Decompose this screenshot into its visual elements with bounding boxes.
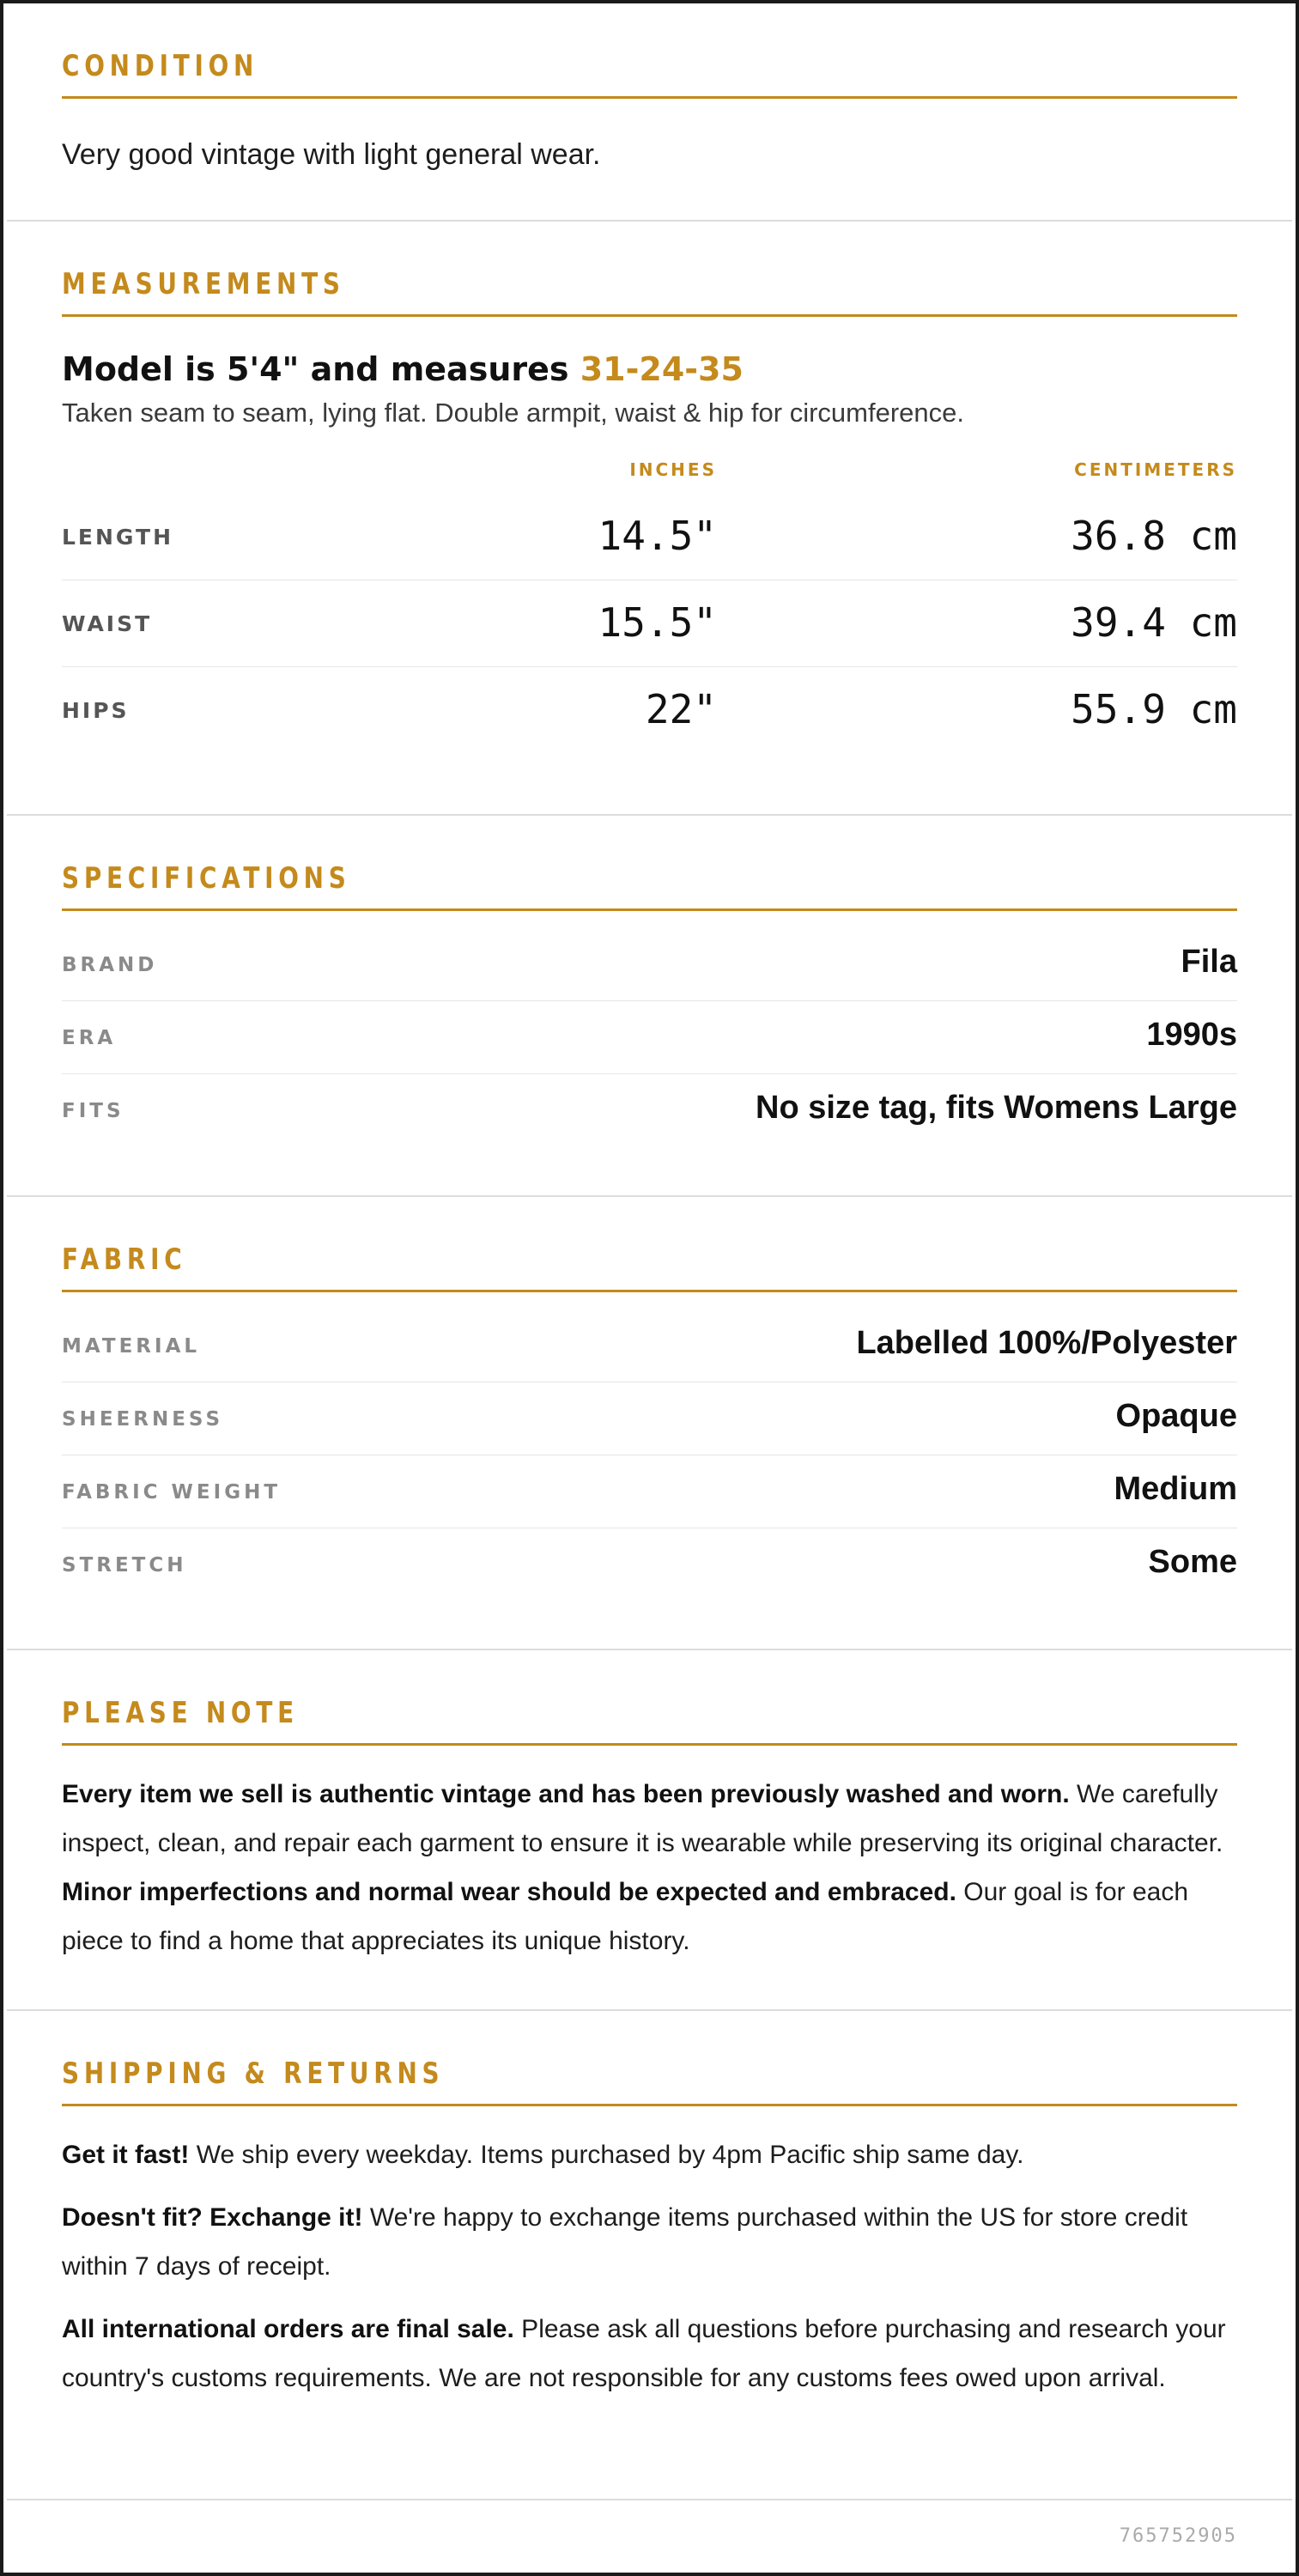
measurement-label: HIPS xyxy=(62,698,130,723)
spec-value: Fila xyxy=(1181,944,1237,980)
shipping-exchange-bold: Doesn't fit? Exchange it! xyxy=(62,2203,363,2232)
measurement-row-waist xyxy=(62,580,1237,667)
shipping-international-text: Please ask all questions before purchasing and research your country's customs requirements. We are not responsible for any customs fees owed upon arrival. xyxy=(62,2315,1226,2392)
shipping-returns-heading: SHIPPING & RETURNS xyxy=(62,2057,445,2091)
shipping-paragraph-speed xyxy=(62,2130,1237,2179)
shipping-international-bold: All international orders are final sale. xyxy=(62,2315,514,2343)
spec-value: No size tag, fits Womens Large xyxy=(756,1090,1237,1126)
measurements-section xyxy=(7,223,1292,816)
fabric-value: Opaque xyxy=(1115,1398,1237,1434)
please-note-text-2: Our goal is for each piece to find a home that appreciates its unique history. xyxy=(62,1878,1189,1955)
fabric-key: SHEERNESS xyxy=(62,1408,224,1431)
spec-row-fits xyxy=(62,1074,1237,1146)
measurement-cm: 55.9 cm xyxy=(1071,686,1237,732)
measurement-label: LENGTH xyxy=(62,525,173,550)
condition-text: Very good vintage with light general wear. xyxy=(62,138,601,171)
condition-section xyxy=(7,49,1292,222)
model-measurements-prefix: Model is 5'4" and measures xyxy=(62,350,580,388)
fabric-key: STRETCH xyxy=(62,1554,187,1577)
please-note-text-1: We carefully inspect, clean, and repair each garment to ensure it is wearable while preserving its original character. xyxy=(62,1780,1223,1857)
please-note-text xyxy=(62,1770,1237,1965)
please-note-heading: PLEASE NOTE xyxy=(62,1696,299,1730)
fabric-section xyxy=(7,1199,1292,1650)
shipping-returns-heading-rule xyxy=(62,2104,1237,2106)
please-note-bold-2: Minor imperfections and normal wear should be expected and embraced. xyxy=(62,1878,956,1906)
spec-row-era xyxy=(62,1001,1237,1074)
measurement-cm: 36.8 cm xyxy=(1071,513,1237,559)
fabric-row-weight xyxy=(62,1455,1237,1528)
condition-heading-rule xyxy=(62,96,1237,99)
measurement-row-length xyxy=(62,494,1237,580)
fabric-key: FABRIC WEIGHT xyxy=(62,1481,282,1504)
fabric-row-material xyxy=(62,1309,1237,1382)
fabric-row-sheerness xyxy=(62,1382,1237,1455)
measurement-cm: 39.4 cm xyxy=(1071,599,1237,646)
fabric-value: Labelled 100%/Polyester xyxy=(856,1325,1237,1361)
measurements-table xyxy=(62,459,1237,753)
measurement-inches: 22" xyxy=(645,686,717,732)
measurements-heading: MEASUREMENTS xyxy=(62,267,345,301)
centimeters-column-header: CENTIMETERS xyxy=(1074,459,1237,480)
spec-value: 1990s xyxy=(1146,1017,1237,1053)
fabric-heading-rule xyxy=(62,1290,1237,1292)
please-note-bold-1: Every item we sell is authentic vintage and has been previously washed and worn. xyxy=(62,1780,1070,1808)
spec-key: BRAND xyxy=(62,954,158,976)
specifications-section xyxy=(7,817,1292,1197)
fabric-heading: FABRIC xyxy=(62,1242,187,1277)
condition-heading: CONDITION xyxy=(62,49,259,83)
shipping-exchange-text: We're happy to exchange items purchased within the US for store credit within 7 days of receipt. xyxy=(62,2203,1188,2281)
product-sku: 765752905 xyxy=(1119,2525,1237,2547)
measurement-inches: 15.5" xyxy=(598,599,717,646)
measurement-inches: 14.5" xyxy=(598,513,717,559)
measurements-heading-rule xyxy=(62,314,1237,317)
fabric-value: Medium xyxy=(1114,1471,1237,1507)
shipping-speed-bold: Get it fast! xyxy=(62,2141,190,2169)
please-note-section xyxy=(7,1652,1292,2011)
measurement-method-note: Taken seam to seam, lying flat. Double armpit, waist & hip for circumference. xyxy=(62,398,964,428)
shipping-returns-section xyxy=(7,2013,1292,2500)
fabric-key: MATERIAL xyxy=(62,1335,201,1358)
spec-row-brand xyxy=(62,928,1237,1001)
model-measurements xyxy=(62,350,1237,388)
shipping-paragraph-exchange xyxy=(62,2193,1237,2291)
specifications-heading: SPECIFICATIONS xyxy=(62,861,351,896)
measurement-row-hips xyxy=(62,667,1237,753)
specifications-list xyxy=(62,928,1237,1146)
shipping-speed-text: We ship every weekday. Items purchased by 4pm Pacific ship same day. xyxy=(189,2141,1024,2169)
shipping-paragraph-international xyxy=(62,2305,1237,2403)
fabric-value: Some xyxy=(1148,1544,1237,1580)
inches-column-header: INCHES xyxy=(629,459,717,480)
model-measurements-figures: 31-24-35 xyxy=(580,350,744,388)
spec-key: FITS xyxy=(62,1100,124,1122)
fabric-row-stretch xyxy=(62,1528,1237,1601)
measurements-table-header xyxy=(62,459,1237,494)
spec-key: ERA xyxy=(62,1027,117,1049)
please-note-heading-rule xyxy=(62,1743,1237,1746)
specifications-heading-rule xyxy=(62,908,1237,911)
fabric-list xyxy=(62,1309,1237,1601)
measurement-label: WAIST xyxy=(62,611,153,636)
